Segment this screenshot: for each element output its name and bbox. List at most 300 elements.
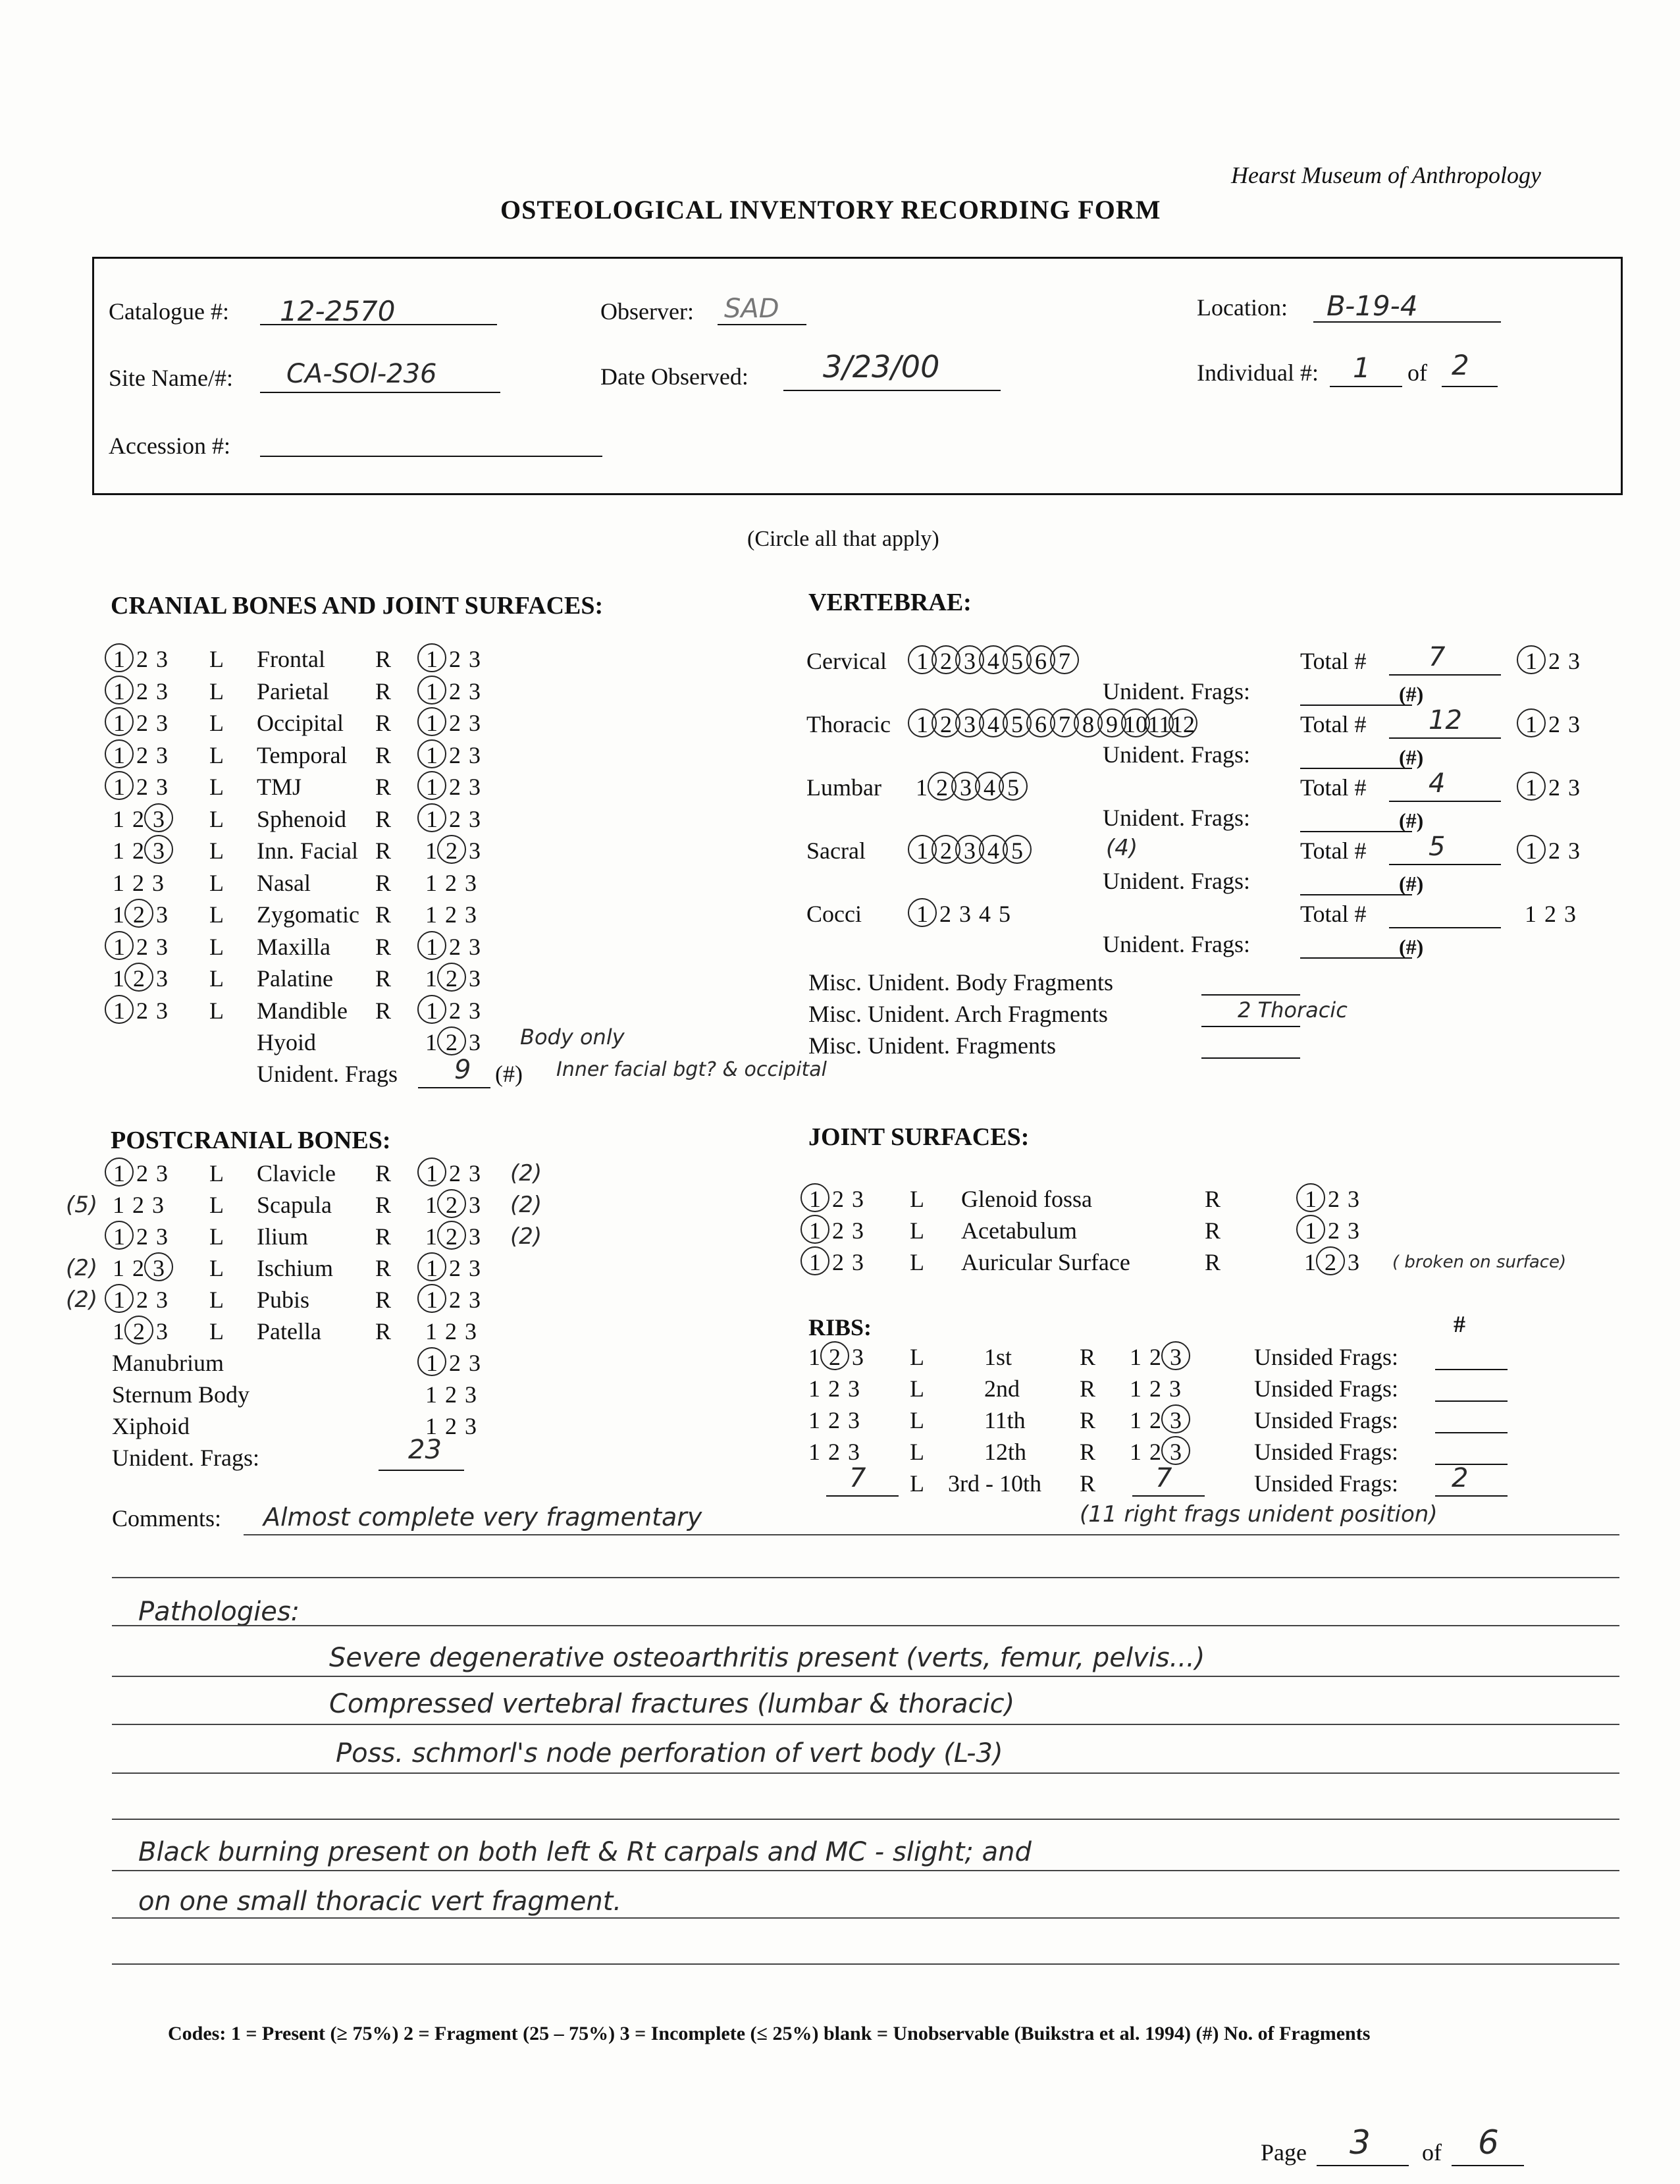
accession-field[interactable]	[260, 456, 602, 457]
cranial-right-score-2[interactable]: 2	[449, 678, 461, 705]
vertebra-number-3[interactable]: 3	[955, 835, 984, 864]
catalogue-field[interactable]: 12-2570	[280, 295, 396, 327]
rib-left-score-3[interactable]: 3	[848, 1439, 860, 1465]
vertebra-number-3[interactable]: 3	[955, 645, 984, 674]
vertebra-completeness-3[interactable]: 3	[1568, 838, 1580, 864]
cranial-bone-name: Parietal	[257, 678, 329, 705]
cranial-left-score-2[interactable]: 2	[132, 805, 144, 832]
cranial-left-score-1[interactable]: 1	[113, 901, 124, 928]
cranial-unident-note[interactable]: Inner facial bgt? & occipital	[556, 1058, 827, 1081]
joint-left-score-3[interactable]: 3	[852, 1186, 864, 1212]
cranial-left-score-2[interactable]: 2	[136, 997, 148, 1024]
rib-mid-left-value[interactable]: 7	[849, 1463, 866, 1493]
joint-right-scores	[1300, 1215, 1363, 1246]
vertebra-number-3[interactable]: 3	[951, 772, 980, 801]
joint-right-score-3[interactable]: 3	[1348, 1186, 1359, 1212]
instruction: (Circle all that apply)	[747, 527, 939, 551]
vertebra-number-3[interactable]: 3	[955, 708, 984, 737]
cranial-left-score-3[interactable]: 3	[156, 933, 168, 960]
postcranial-right-score-3[interactable]: 3	[469, 1192, 481, 1218]
postcranial-left-score-1[interactable]: 1	[105, 1158, 134, 1186]
cranial-left-score-2[interactable]: 2	[132, 869, 144, 896]
cranial-right-score-3[interactable]: 3	[469, 965, 481, 992]
vertebra-number-9[interactable]: 9	[1097, 708, 1126, 737]
cranial-right-score-3[interactable]: 3	[469, 997, 481, 1024]
postcranial-heading: POSTCRANIAL BONES:	[111, 1127, 391, 1154]
cranial-right-score-2[interactable]: 2	[449, 805, 461, 832]
cranial-right-score-3[interactable]: 3	[469, 838, 481, 864]
cranial-left-score-3[interactable]: 3	[152, 869, 164, 896]
cranial-left-score-3[interactable]: 3	[156, 741, 168, 768]
vertebra-total-label: Total #	[1300, 774, 1367, 801]
cranial-right-score-3[interactable]: 3	[465, 901, 477, 928]
vertebra-unident-hash: (#)	[1399, 809, 1424, 832]
cranial-bone-name: Palatine	[257, 965, 333, 992]
vertebra-number-5[interactable]: 5	[999, 901, 1011, 927]
postcranial-left-score-1[interactable]: 1	[113, 1192, 124, 1218]
cranial-right-score-2[interactable]: 2	[449, 646, 461, 672]
rib-right-score-1[interactable]: 1	[1130, 1439, 1142, 1465]
cranial-right-score-3[interactable]: 3	[469, 933, 481, 960]
postcranial-left-side: L	[209, 1192, 224, 1218]
vertebra-completeness-1[interactable]: 1	[1517, 708, 1546, 737]
vertebra-completeness-1[interactable]: 1	[1517, 772, 1546, 801]
rib-right-score-2[interactable]: 2	[1149, 1375, 1161, 1402]
rib-left-score-1[interactable]: 1	[808, 1375, 820, 1402]
vertebra-total-value[interactable]: 7	[1429, 642, 1446, 672]
postcranial-unident-line	[379, 1470, 464, 1471]
cranial-bone-name: Occipital	[257, 710, 344, 736]
cranial-right-score-1[interactable]: 1	[425, 869, 437, 896]
postcranial-right-score-2[interactable]: 2	[437, 1189, 466, 1218]
postcranial-right-score-1[interactable]: 1	[417, 1284, 446, 1313]
vertebra-unident-label: Unident. Frags:	[1103, 868, 1250, 894]
vertebra-total-value[interactable]: 12	[1429, 705, 1462, 735]
rib-left-score-2[interactable]: 2	[828, 1407, 840, 1433]
vertebra-number-5[interactable]: 5	[1003, 645, 1032, 674]
cranial-left-scores	[109, 643, 172, 675]
cranial-left-score-3[interactable]: 3	[156, 965, 168, 992]
rib-right-score-3[interactable]: 3	[1169, 1375, 1181, 1402]
vertebra-number-7[interactable]: 7	[1050, 708, 1079, 737]
joint-left-score-2[interactable]: 2	[832, 1186, 844, 1212]
hyoid-score-2[interactable]: 2	[437, 1026, 466, 1055]
cranial-right-score-3[interactable]: 3	[469, 646, 481, 672]
individual-total-field[interactable]: 2	[1452, 349, 1469, 381]
vertebra-note[interactable]: (4)	[1106, 835, 1138, 861]
cranial-left-score-2[interactable]: 2	[136, 710, 148, 736]
vertebra-completeness-1[interactable]: 1	[1525, 901, 1536, 927]
postcranial-prefix[interactable]: (2)	[66, 1255, 98, 1281]
vertebra-completeness-3[interactable]: 3	[1568, 711, 1580, 737]
cranial-right-scores	[421, 771, 485, 803]
postcranial-left-score-3[interactable]: 3	[156, 1223, 168, 1250]
cranial-right-score-3[interactable]: 3	[469, 805, 481, 832]
vertebra-misc-value[interactable]: 2 Thoracic	[1238, 998, 1348, 1023]
rib-left-score-1[interactable]: 1	[808, 1344, 820, 1370]
postcranial-note[interactable]: (2)	[510, 1192, 542, 1218]
cranial-left-side: L	[209, 774, 224, 800]
rib-left-score-3[interactable]: 3	[848, 1375, 860, 1402]
rib-mid-left-side: L	[910, 1470, 924, 1497]
postcranial-left-score-1[interactable]: 1	[113, 1318, 124, 1345]
postcranial-left-score-2[interactable]: 2	[136, 1287, 148, 1313]
cranial-right-score-2[interactable]: 2	[449, 997, 461, 1024]
cranial-right-score-1[interactable]: 1	[425, 838, 437, 864]
cranial-right-score-2[interactable]: 2	[437, 835, 466, 864]
postcranial-left-score-2[interactable]: 2	[136, 1160, 148, 1186]
cranial-right-score-1[interactable]: 1	[417, 995, 446, 1024]
cranial-left-score-1[interactable]: 1	[113, 805, 124, 832]
postcranial-right-side: R	[375, 1160, 392, 1186]
postcranial-right-score-3[interactable]: 3	[469, 1223, 481, 1250]
cranial-left-score-1[interactable]: 1	[113, 869, 124, 896]
rib-right-score-2[interactable]: 2	[1149, 1439, 1161, 1465]
postcranial-right-score-1[interactable]: 1	[425, 1192, 437, 1218]
cranial-left-score-1[interactable]: 1	[113, 838, 124, 864]
cranial-right-score-2[interactable]: 2	[449, 741, 461, 768]
joint-left-score-2[interactable]: 2	[832, 1217, 844, 1244]
vertebra-number-1[interactable]: 1	[908, 708, 937, 737]
cranial-left-score-1[interactable]: 1	[105, 739, 134, 768]
postcranial-left-score-2[interactable]: 2	[132, 1192, 144, 1218]
axial-bone-name: Xiphoid	[112, 1413, 190, 1439]
vertebra-number-11[interactable]: 11	[1145, 708, 1174, 737]
vertebra-total-value[interactable]: 5	[1429, 832, 1446, 862]
cranial-left-score-3[interactable]: 3	[156, 901, 168, 928]
vertebra-total-line	[1389, 737, 1501, 739]
rib-right-score-3[interactable]: 3	[1161, 1436, 1190, 1465]
joint-left-score-3[interactable]: 3	[852, 1217, 864, 1244]
vertebra-number-12[interactable]: 12	[1168, 708, 1197, 737]
cranial-left-score-3[interactable]: 3	[144, 803, 173, 832]
cranial-right-score-3[interactable]: 3	[465, 869, 477, 896]
cranial-right-score-3[interactable]: 3	[469, 678, 481, 705]
comment-line-1-note[interactable]: (11 right frags unident position)	[1080, 1501, 1438, 1528]
cranial-left-score-2[interactable]: 2	[124, 899, 153, 928]
form-title: OSTEOLOGICAL INVENTORY RECORDING FORM	[500, 195, 1161, 225]
cranial-left-score-2[interactable]: 2	[136, 646, 148, 672]
cranial-right-score-1[interactable]: 1	[417, 803, 446, 832]
hyoid-note[interactable]: Body only	[520, 1025, 625, 1050]
cranial-left-score-1[interactable]: 1	[105, 676, 134, 705]
vertebra-number-10[interactable]: 10	[1121, 708, 1150, 737]
postcranial-left-score-2[interactable]: 2	[132, 1255, 144, 1281]
vertebra-completeness-2[interactable]: 2	[1544, 901, 1556, 927]
cranial-left-scores	[109, 771, 172, 803]
postcranial-right-score-1[interactable]: 1	[425, 1318, 437, 1345]
cranial-left-score-3[interactable]: 3	[144, 835, 173, 864]
rib-mid-right-value[interactable]: 7	[1155, 1463, 1172, 1493]
vertebra-number-8[interactable]: 8	[1074, 708, 1103, 737]
cranial-left-score-1[interactable]: 1	[105, 643, 134, 672]
cranial-left-score-2[interactable]: 2	[136, 933, 148, 960]
page-number-field[interactable]: 3	[1350, 2123, 1371, 2162]
vertebra-completeness-2[interactable]: 2	[1548, 774, 1560, 801]
observer-field[interactable]: SAD	[724, 294, 779, 324]
postcranial-left-side: L	[209, 1318, 224, 1345]
cranial-left-side: L	[209, 901, 224, 928]
cranial-left-score-3[interactable]: 3	[156, 646, 168, 672]
vertebra-number-1[interactable]: 1	[908, 898, 937, 927]
cranial-left-score-2[interactable]: 2	[124, 963, 153, 992]
cranial-right-scores	[421, 867, 481, 899]
axial-score-1[interactable]: 1	[425, 1381, 437, 1408]
postcranial-prefix[interactable]: (2)	[66, 1287, 98, 1313]
vertebra-completeness-1[interactable]: 1	[1517, 835, 1546, 864]
vertebra-number-5[interactable]: 5	[1003, 708, 1032, 737]
cranial-bone-name: Inn. Facial	[257, 838, 358, 864]
joint-right-score-1[interactable]: 1	[1296, 1183, 1325, 1212]
axial-score-3[interactable]: 3	[469, 1350, 481, 1376]
vertebra-number-5[interactable]: 5	[999, 772, 1028, 801]
postcranial-left-score-1[interactable]: 1	[105, 1284, 134, 1313]
postcranial-right-side: R	[375, 1255, 392, 1281]
vertebra-number-5[interactable]: 5	[1003, 835, 1032, 864]
postcranial-prefix[interactable]: (5)	[66, 1192, 98, 1218]
vertebra-completeness-1[interactable]: 1	[1517, 645, 1546, 674]
cranial-right-score-2[interactable]: 2	[437, 963, 466, 992]
cranial-bone-name: Frontal	[257, 646, 325, 672]
vertebra-number-6[interactable]: 6	[1026, 645, 1055, 674]
hyoid-score-1[interactable]: 1	[425, 1029, 437, 1055]
cranial-right-score-3[interactable]: 3	[469, 710, 481, 736]
cranial-right-score-2[interactable]: 2	[445, 901, 457, 928]
cranial-left-side: L	[209, 646, 224, 672]
pathology-line-1[interactable]: Severe degenerative osteoarthritis present (verts, femur, pelvis...)	[329, 1643, 1205, 1673]
postcranial-left-score-3[interactable]: 3	[144, 1252, 173, 1281]
joint-left-scores	[804, 1246, 868, 1278]
cranial-unident-line	[418, 1087, 490, 1088]
vertebra-completeness-3[interactable]: 3	[1568, 648, 1580, 674]
joint-right-score-3[interactable]: 3	[1348, 1217, 1359, 1244]
rib-right-score-1[interactable]: 1	[1130, 1407, 1142, 1433]
rib-right-score-1[interactable]: 1	[1130, 1375, 1142, 1402]
postcranial-right-score-1[interactable]: 1	[417, 1252, 446, 1281]
vertebra-number-1[interactable]: 1	[916, 774, 928, 801]
cranial-left-score-1[interactable]: 1	[105, 931, 134, 960]
vertebra-number-4[interactable]: 4	[979, 901, 991, 927]
pathology-line-3[interactable]: Poss. schmorl's node perforation of vert body (L-3)	[336, 1738, 1003, 1769]
vertebra-completeness-2[interactable]: 2	[1548, 711, 1560, 737]
vertebra-completeness-3[interactable]: 3	[1564, 901, 1576, 927]
postcranial-right-score-3[interactable]: 3	[469, 1255, 481, 1281]
postcranial-right-score-3[interactable]: 3	[469, 1287, 481, 1313]
axial-score-2[interactable]: 2	[449, 1350, 461, 1376]
postcranial-right-score-3[interactable]: 3	[465, 1318, 477, 1345]
axial-score-2[interactable]: 2	[445, 1381, 457, 1408]
postcranial-right-score-2[interactable]: 2	[449, 1287, 461, 1313]
site-field[interactable]: CA-SOl-236	[286, 359, 437, 389]
rib-mid-left-line	[826, 1495, 899, 1497]
vertebra-number-2[interactable]: 2	[939, 901, 951, 927]
rib-left-score-1[interactable]: 1	[808, 1407, 820, 1433]
cranial-right-score-1[interactable]: 1	[417, 643, 446, 672]
joint-right-score-1[interactable]: 1	[1304, 1249, 1316, 1275]
rib-unsided-line	[1435, 1495, 1508, 1497]
vertebra-total-value[interactable]: 4	[1429, 768, 1446, 799]
joint-left-score-1[interactable]: 1	[801, 1183, 829, 1212]
vertebra-completeness-2[interactable]: 2	[1548, 648, 1560, 674]
vertebra-number-4[interactable]: 4	[979, 835, 1008, 864]
cranial-right-score-2[interactable]: 2	[449, 774, 461, 800]
cranial-left-score-2[interactable]: 2	[136, 774, 148, 800]
rib-unsided-line	[1435, 1369, 1508, 1370]
postcranial-right-scores	[421, 1252, 485, 1284]
rib-left-score-3[interactable]: 3	[848, 1407, 860, 1433]
joint-left-score-1[interactable]: 1	[801, 1215, 829, 1244]
postcranial-left-score-1[interactable]: 1	[105, 1221, 134, 1250]
axial-score-1[interactable]: 1	[425, 1413, 437, 1439]
joint-right-score-3[interactable]: 3	[1348, 1249, 1359, 1275]
postcranial-right-score-1[interactable]: 1	[425, 1223, 437, 1250]
postcranial-right-score-3[interactable]: 3	[469, 1160, 481, 1186]
vertebra-number-7[interactable]: 7	[1050, 645, 1079, 674]
vertebra-number-4[interactable]: 4	[979, 708, 1008, 737]
pathology-title[interactable]: Pathologies:	[138, 1597, 300, 1627]
cranial-left-score-1[interactable]: 1	[105, 995, 134, 1024]
location-field[interactable]: B-19-4	[1326, 290, 1418, 322]
axial-score-1[interactable]: 1	[417, 1347, 446, 1376]
rib-left-score-2[interactable]: 2	[828, 1439, 840, 1465]
cranial-right-score-1[interactable]: 1	[417, 931, 446, 960]
axial-score-3[interactable]: 3	[465, 1381, 477, 1408]
cranial-left-score-3[interactable]: 3	[156, 774, 168, 800]
postcranial-left-score-2[interactable]: 2	[136, 1223, 148, 1250]
postcranial-right-scores	[421, 1284, 485, 1316]
vertebra-number-2[interactable]: 2	[932, 645, 960, 674]
vertebra-number-2[interactable]: 2	[932, 708, 960, 737]
joint-right-side: R	[1205, 1217, 1221, 1244]
vertebra-total-line	[1389, 801, 1501, 802]
vertebra-completeness	[1521, 708, 1584, 740]
cranial-right-score-1[interactable]: 1	[417, 771, 446, 800]
page-total-field[interactable]: 6	[1478, 2123, 1499, 2162]
axial-bone-name: Manubrium	[112, 1350, 224, 1376]
vertebra-total-line	[1389, 864, 1501, 865]
rib-left-scores	[804, 1404, 864, 1436]
postcranial-left-score-1[interactable]: 1	[113, 1255, 124, 1281]
joint-right-score-2[interactable]: 2	[1328, 1217, 1340, 1244]
cranial-left-score-2[interactable]: 2	[136, 678, 148, 705]
vertebra-number-4[interactable]: 4	[979, 645, 1008, 674]
joint-right-score-1[interactable]: 1	[1296, 1215, 1325, 1244]
rib-right-score-1[interactable]: 1	[1130, 1344, 1142, 1370]
postcranial-right-score-2[interactable]: 2	[437, 1221, 466, 1250]
cranial-right-score-2[interactable]: 2	[449, 933, 461, 960]
comment-line-1[interactable]: Almost complete very fragmentary	[263, 1503, 702, 1531]
cranial-left-side: L	[209, 997, 224, 1024]
cranial-left-side: L	[209, 838, 224, 864]
cranial-left-score-2[interactable]: 2	[136, 741, 148, 768]
vertebra-number-6[interactable]: 6	[1026, 708, 1055, 737]
rib-left-score-1[interactable]: 1	[808, 1439, 820, 1465]
cranial-left-scores	[109, 899, 172, 930]
vertebra-number-2[interactable]: 2	[932, 835, 960, 864]
postcranial-right-score-2[interactable]: 2	[449, 1160, 461, 1186]
vertebra-number-2[interactable]: 2	[928, 772, 957, 801]
postcranial-right-score-2[interactable]: 2	[445, 1318, 457, 1345]
cranial-left-score-3[interactable]: 3	[156, 997, 168, 1024]
cranial-unident-value[interactable]: 9	[454, 1055, 471, 1085]
cranial-right-score-3[interactable]: 3	[469, 774, 481, 800]
postcranial-left-score-3[interactable]: 3	[152, 1192, 164, 1218]
accession-label: Accession #:	[109, 433, 230, 459]
vertebra-number-3[interactable]: 3	[959, 901, 971, 927]
cranial-right-score-1[interactable]: 1	[417, 676, 446, 705]
cranial-left-score-3[interactable]: 3	[156, 678, 168, 705]
postcranial-note[interactable]: (2)	[510, 1160, 542, 1186]
cranial-right-score-2[interactable]: 2	[445, 869, 457, 896]
rib-left-score-2[interactable]: 2	[820, 1341, 849, 1370]
individual-field[interactable]: 1	[1353, 352, 1371, 384]
cranial-right-side: R	[375, 805, 392, 832]
cranial-bone-name: Temporal	[257, 741, 348, 768]
joint-note[interactable]: ( broken on surface)	[1392, 1252, 1567, 1272]
postcranial-left-score-3[interactable]: 3	[156, 1318, 168, 1345]
joint-left-score-3[interactable]: 3	[852, 1249, 864, 1275]
axial-score-3[interactable]: 3	[465, 1413, 477, 1439]
rib-left-score-2[interactable]: 2	[828, 1375, 840, 1402]
postcranial-left-score-2[interactable]: 2	[124, 1316, 153, 1345]
cranial-right-score-1[interactable]: 1	[417, 739, 446, 768]
rib-left-score-3[interactable]: 3	[852, 1344, 864, 1370]
postcranial-note[interactable]: (2)	[510, 1223, 542, 1250]
vertebra-completeness-2[interactable]: 2	[1548, 838, 1560, 864]
joint-right-scores	[1300, 1183, 1363, 1215]
rib-right-score-2[interactable]: 2	[1149, 1344, 1161, 1370]
axial-score-2[interactable]: 2	[445, 1413, 457, 1439]
cranial-left-score-1[interactable]: 1	[113, 965, 124, 992]
vertebra-number-4[interactable]: 4	[975, 772, 1004, 801]
cranial-right-score-1[interactable]: 1	[425, 901, 437, 928]
pathology-line-4[interactable]: Black burning present on both left & Rt carpals and MC - slight; and	[138, 1837, 1032, 1867]
cranial-right-score-3[interactable]: 3	[469, 741, 481, 768]
pathology-line-2[interactable]: Compressed vertebral fractures (lumbar & thoracic)	[329, 1689, 1015, 1719]
rib-right-score-2[interactable]: 2	[1149, 1407, 1161, 1433]
cranial-right-score-1[interactable]: 1	[425, 965, 437, 992]
cranial-left-score-2[interactable]: 2	[132, 838, 144, 864]
postcranial-right-score-1[interactable]: 1	[417, 1158, 446, 1186]
rib-right-score-3[interactable]: 3	[1161, 1341, 1190, 1370]
postcranial-unident-value[interactable]: 23	[408, 1435, 442, 1465]
rib-mid-unsided-value[interactable]: 2	[1452, 1463, 1469, 1493]
pathology-line-5[interactable]: on one small thoracic vert fragment.	[138, 1886, 622, 1917]
hyoid-score-3[interactable]: 3	[469, 1029, 481, 1055]
cranial-right-score-2[interactable]: 2	[449, 710, 461, 736]
cranial-left-score-1[interactable]: 1	[105, 707, 134, 736]
postcranial-left-score-3[interactable]: 3	[156, 1287, 168, 1313]
joint-left-score-2[interactable]: 2	[832, 1249, 844, 1275]
date-field[interactable]: 3/23/00	[823, 349, 940, 385]
vertebra-completeness-3[interactable]: 3	[1568, 774, 1580, 801]
vertebra-numbers	[912, 835, 1030, 866]
cranial-right-score-1[interactable]: 1	[417, 707, 446, 736]
cranial-left-score-3[interactable]: 3	[156, 710, 168, 736]
vertebra-number-1[interactable]: 1	[908, 645, 937, 674]
rib-right-score-3[interactable]: 3	[1161, 1404, 1190, 1433]
joint-right-score-2[interactable]: 2	[1316, 1246, 1345, 1275]
joint-left-score-1[interactable]: 1	[801, 1246, 829, 1275]
cranial-right-side: R	[375, 741, 392, 768]
cranial-right-side: R	[375, 838, 392, 864]
postcranial-right-score-2[interactable]: 2	[449, 1255, 461, 1281]
vertebra-number-1[interactable]: 1	[908, 835, 937, 864]
cranial-left-score-1[interactable]: 1	[105, 771, 134, 800]
joint-right-score-2[interactable]: 2	[1328, 1186, 1340, 1212]
postcranial-left-score-3[interactable]: 3	[156, 1160, 168, 1186]
cranial-right-scores	[421, 963, 485, 994]
